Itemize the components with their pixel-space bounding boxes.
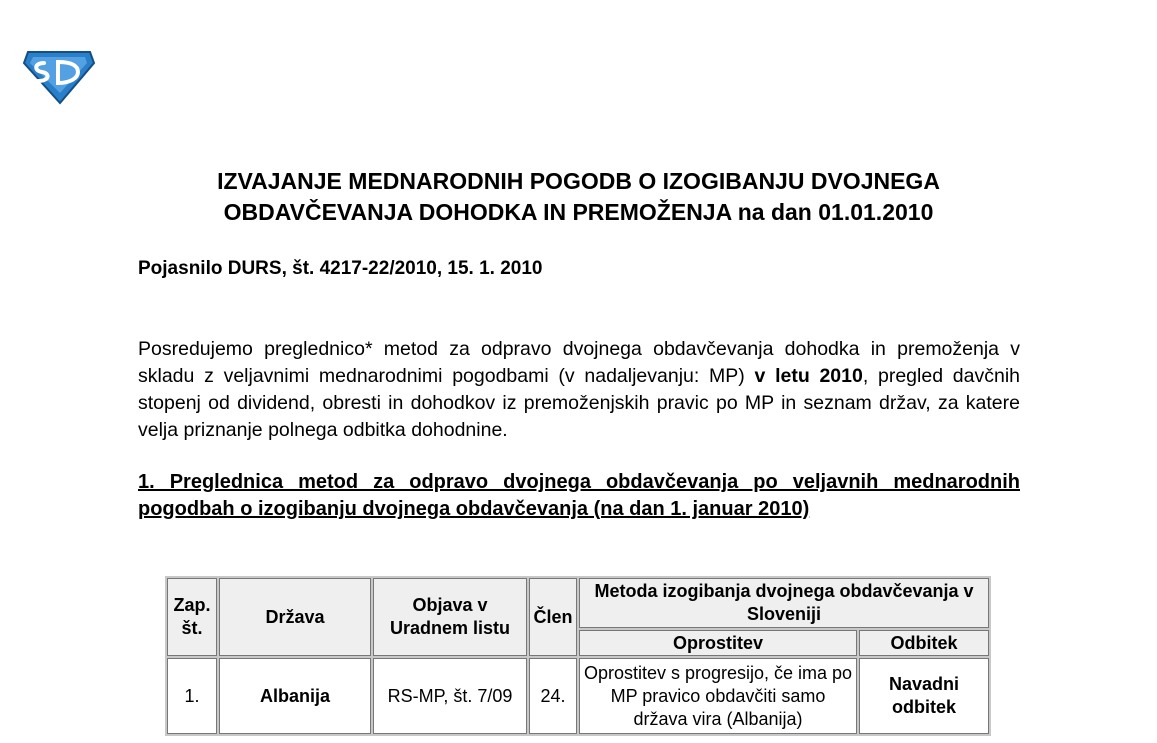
header-drzava: Država bbox=[219, 578, 371, 656]
cell-oprostitev: Oprostitev s progresijo, če ima po MP pravico obdavčiti samo država vira (Albanija) bbox=[579, 658, 857, 734]
header-zap: Zap. št. bbox=[167, 578, 217, 656]
intro-bold: v letu 2010 bbox=[754, 365, 863, 387]
methods-table bbox=[165, 576, 991, 736]
intro-part-2: , pregled davčnih stopenj od dividend, obresti in dohodkov iz premoženjskih pravic po MP in seznam držav, za katere velja priznanje polnega odbitka dohodnine. bbox=[138, 365, 1020, 441]
cell-clen: 24. bbox=[529, 658, 577, 734]
intro-part-1: Posredujemo preglednico* metod za odpravo dvojnega obdavčevanja dohodka in premoženja v skladu z veljavnimi mednarodnimi pogodbami (v nadaljevanju: MP) bbox=[138, 338, 1020, 387]
title-line-1: IZVAJANJE MEDNARODNIH POGODB O IZOGIBANJU DVOJNEGA bbox=[217, 168, 940, 194]
header-oprostitev: Oprostitev bbox=[579, 630, 857, 656]
header-objava: Objava v Uradnem listu bbox=[373, 578, 527, 656]
document-subtitle: Pojasnilo DURS, št. 4217-22/2010, 15. 1. 2010 bbox=[138, 258, 543, 279]
header-odbitek: Odbitek bbox=[859, 630, 989, 656]
intro-paragraph bbox=[138, 336, 1020, 444]
cell-odbitek: Navadni odbitek bbox=[859, 658, 989, 734]
title-line-2: OBDAVČEVANJA DOHODKA IN PREMOŽENJA na dan 01.01.2010 bbox=[223, 199, 934, 225]
sd-diamond-logo-icon bbox=[22, 49, 96, 105]
cell-drzava: Albanija bbox=[219, 658, 371, 734]
document-title bbox=[60, 166, 1097, 228]
header-clen: Člen bbox=[529, 578, 577, 656]
header-metoda: Metoda izogibanja dvojnega obdavčevanja v Sloveniji bbox=[579, 578, 989, 628]
cell-zap: 1. bbox=[167, 658, 217, 734]
table-row bbox=[167, 658, 989, 734]
section-1-heading: 1. Preglednica metod za odpravo dvojnega obdavčevanja po veljavnih mednarodnih pogodbah o izogibanju dvojnega obdavčevanja (na dan 1. januar 2010) bbox=[138, 471, 1020, 520]
cell-objava: RS-MP, št. 7/09 bbox=[373, 658, 527, 734]
